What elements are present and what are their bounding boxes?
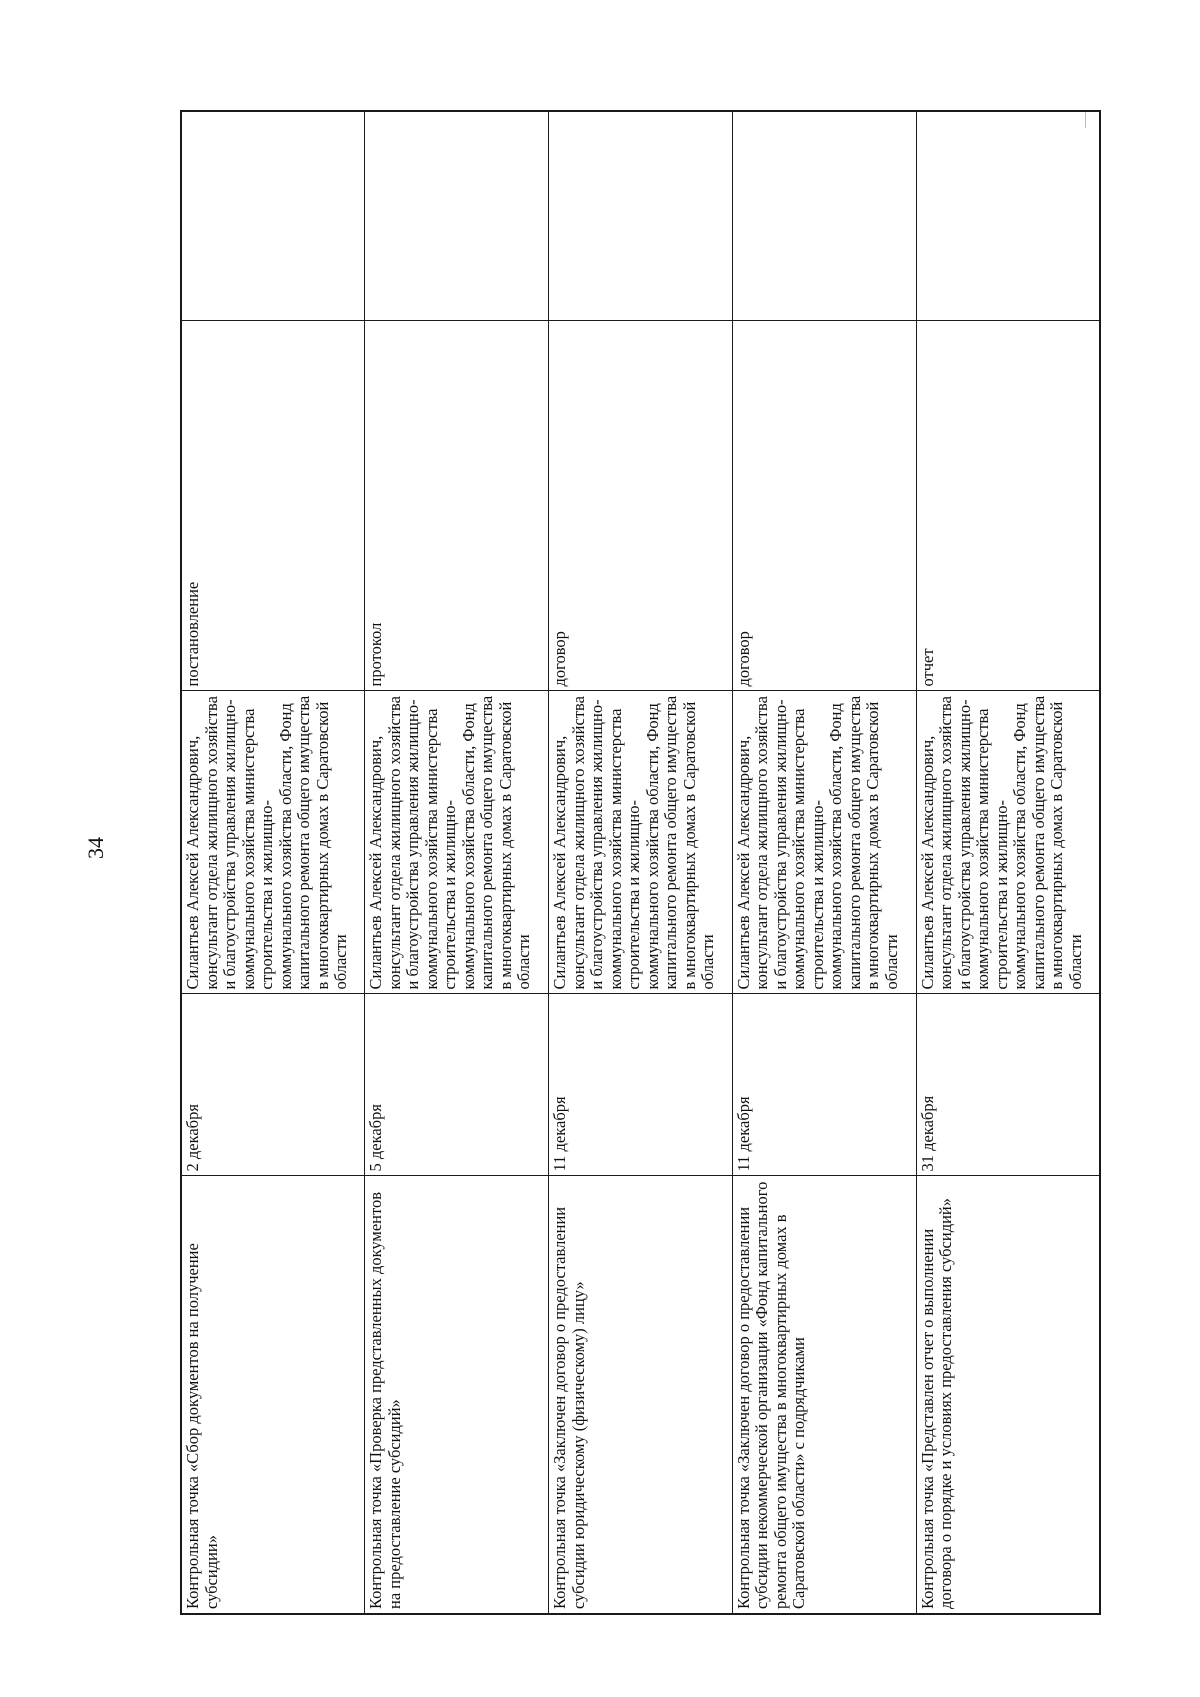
document-cell: договор	[548, 321, 732, 691]
responsible-cell: Силантьев Алексей Александрович, консультант отдела жилищного хозяйства и благоустройства управления жилищно-коммунального хозяйства министерства строительства и жилищно-коммунального хозяйства области, Фонд капитального ремонта общего имущества в многоквартирных домах в Саратовской области	[181, 691, 365, 994]
note-cell	[548, 111, 732, 321]
table-row	[548, 111, 732, 1614]
responsible-cell: Силантьев Алексей Александрович, консультант отдела жилищного хозяйства и благоустройства управления жилищно-коммунального хозяйства министерства строительства и жилищно-коммунального хозяйства области, Фонд капитального ремонта общего имущества в многоквартирных домах в Саратовской области	[548, 691, 732, 994]
event-cell: Контрольная точка «Сбор документов на получение субсидии»	[181, 1176, 365, 1614]
responsible-cell: Силантьев Алексей Александрович, консультант отдела жилищного хозяйства и благоустройства управления жилищно-коммунального хозяйства министерства строительства и жилищно-коммунального хозяйства области, Фонд капитального ремонта общего имущества в многоквартирных домах в Саратовской области	[732, 691, 916, 994]
table-row	[181, 111, 365, 1614]
date-cell: 11 декабря	[548, 994, 732, 1176]
event-cell: Контрольная точка «Представлен отчет о выполнении договора о порядке и условиях предоставления субсидий»	[916, 1176, 1100, 1614]
note-cell	[732, 111, 916, 321]
table-row	[916, 111, 1100, 1614]
date-cell: 11 декабря	[732, 994, 916, 1176]
date-cell: 2 декабря	[181, 994, 365, 1176]
control-points-table	[180, 110, 1101, 1615]
note-cell	[916, 111, 1100, 321]
event-cell: Контрольная точка «Проверка представленных документов на предоставление субсидий»	[364, 1176, 548, 1614]
table-row	[364, 111, 548, 1614]
control-points-table-wrapper	[180, 112, 1099, 1615]
note-cell	[364, 111, 548, 321]
document-cell: постановление	[181, 321, 365, 691]
document-cell: протокол	[364, 321, 548, 691]
responsible-cell: Силантьев Алексей Александрович, консультант отдела жилищного хозяйства и благоустройства управления жилищно-коммунального хозяйства министерства строительства и жилищно-коммунального хозяйства области, Фонд капитального ремонта общего имущества в многоквартирных домах в Саратовской области	[916, 691, 1100, 994]
table-row	[732, 111, 916, 1614]
document-cell: отчет	[916, 321, 1100, 691]
event-cell: Контрольная точка «Заключен договор о предоставлении субсидии некоммерческой организации «Фонд капитального ремонта общего имущества в многоквартирных домах в Саратовской области» с подрядчиками	[732, 1176, 916, 1614]
date-cell: 31 декабря	[916, 994, 1100, 1176]
page-number: 34	[83, 837, 108, 859]
responsible-cell: Силантьев Алексей Александрович, консультант отдела жилищного хозяйства и благоустройства управления жилищно-коммунального хозяйства министерства строительства и жилищно-коммунального хозяйства области, Фонд капитального ремонта общего имущества в многоквартирных домах в Саратовской области	[364, 691, 548, 994]
note-cell	[181, 111, 365, 321]
document-cell: договор	[732, 321, 916, 691]
date-cell: 5 декабря	[364, 994, 548, 1176]
event-cell: Контрольная точка «Заключен договор о предоставлении субсидии юридическому (физическому) лицу»	[548, 1176, 732, 1614]
